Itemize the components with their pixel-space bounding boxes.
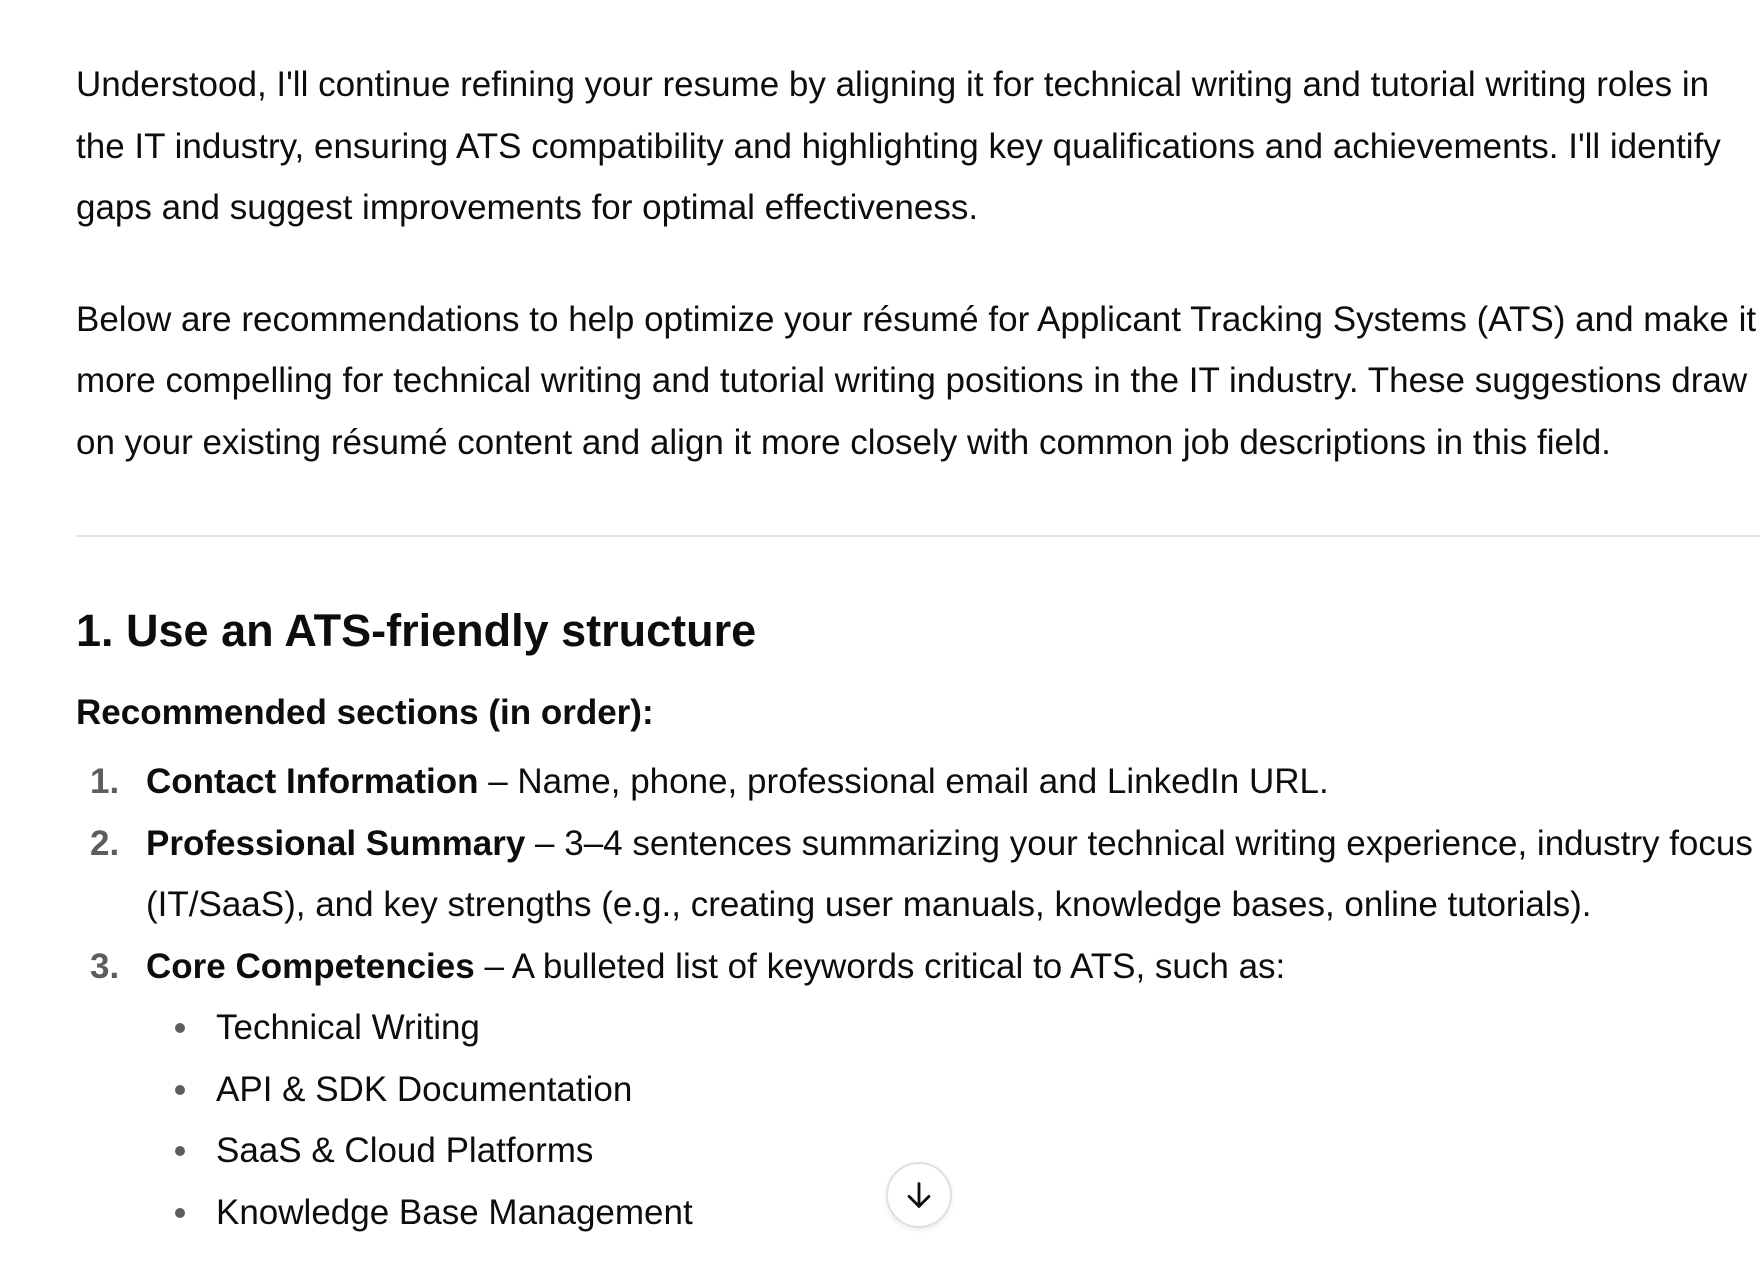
bullet-dot bbox=[175, 1146, 185, 1156]
bullet-item bbox=[146, 1059, 1760, 1121]
list-item bbox=[76, 751, 1760, 813]
list-item-text: – A bulleted list of keywords critical to ATS, such as: bbox=[474, 946, 1286, 986]
assistant-message bbox=[76, 54, 1760, 1243]
scroll-to-bottom-button[interactable] bbox=[886, 1162, 952, 1228]
bullet-text: Technical Writing bbox=[216, 1008, 480, 1047]
second-paragraph: Below are recommendations to help optimize your résumé for Applicant Tracking Systems (ATS) and make it more compelling for technical writing and tutorial writing positions in the IT industry. These suggestions draw on your existing résumé content and align it more closely with common job descriptions in this field. bbox=[76, 299, 1757, 462]
list-number: 1. bbox=[90, 762, 120, 801]
list-item-title: Core Competencies bbox=[146, 946, 475, 986]
intro-paragraph: Understood, I'll continue refining your resume by aligning it for technical writing and tutorial writing roles in the IT industry, ensuring ATS compatibility and highlighting key qualifications and achievements. I'll identify gaps and suggest improvements for optimal effectiveness. bbox=[76, 65, 1721, 227]
bullet-dot bbox=[175, 1023, 185, 1033]
subheading: Recommended sections (in order): bbox=[76, 693, 654, 732]
bullet-item bbox=[146, 1182, 1760, 1244]
list-number: 2. bbox=[90, 823, 120, 863]
arrow-down-icon bbox=[902, 1178, 936, 1212]
list-item-title: Professional Summary bbox=[146, 823, 526, 863]
bullet-text: Knowledge Base Management bbox=[216, 1192, 693, 1232]
bullet-dot bbox=[175, 1085, 185, 1095]
divider bbox=[76, 535, 1760, 537]
list-item-title: Contact Information bbox=[146, 762, 479, 801]
list-number: 3. bbox=[90, 946, 120, 986]
bullet-text: SaaS & Cloud Platforms bbox=[216, 1131, 594, 1170]
core-competencies-list bbox=[146, 997, 1760, 1243]
section-heading: 1. Use an ATS-friendly structure bbox=[76, 605, 757, 656]
list-item-text: – Name, phone, professional email and LinkedIn URL. bbox=[478, 762, 1329, 801]
bullet-text: API & SDK Documentation bbox=[216, 1069, 633, 1109]
list-item bbox=[76, 813, 1760, 936]
bullet-item bbox=[146, 997, 1760, 1059]
list-item-text: – 3–4 sentences summarizing your technical writing experience, industry focus (IT/SaaS), and key strengths (e.g., creating user manuals, knowledge bases, online tutorials). bbox=[146, 823, 1753, 924]
bullet-dot bbox=[175, 1208, 185, 1218]
bullet-item bbox=[146, 1120, 1760, 1182]
